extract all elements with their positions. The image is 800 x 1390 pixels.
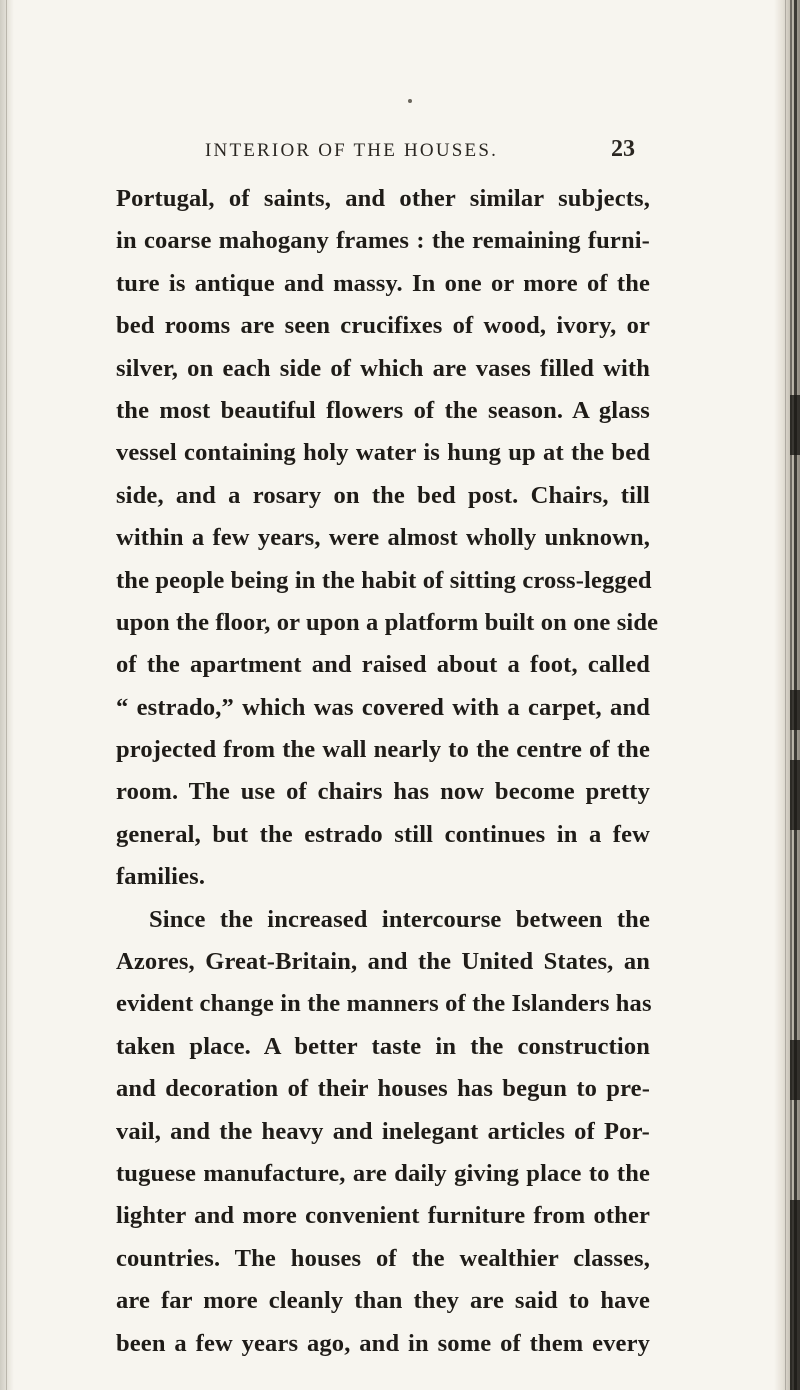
text-line: lighter and more convenient furniture from other (116, 1202, 650, 1230)
text-line: of the apartment and raised about a foot, called (116, 651, 650, 679)
text-line: been a few years ago, and in some of them every (116, 1329, 650, 1357)
text-line: side, and a rosary on the bed post. Chairs, till (116, 481, 650, 509)
text-line: countries. The houses of the wealthier classes, (116, 1244, 650, 1272)
running-head (205, 138, 635, 166)
text-line: upon the floor, or upon a platform built on one side (116, 608, 659, 636)
body-text (116, 178, 659, 1365)
text-line-paragraph-end: families. (116, 863, 206, 891)
text-line: within a few years, were almost wholly unknown, (116, 524, 650, 552)
left-page-edge (0, 0, 14, 1390)
text-line: vail, and the heavy and inelegant articles of Por- (116, 1117, 650, 1145)
page-number: 23 (611, 136, 635, 162)
text-line: taken place. A better taste in the construction (116, 1032, 650, 1060)
text-line: in coarse mahogany frames : the remaining furni- (116, 227, 650, 255)
binding-shadow (790, 395, 800, 455)
text-line: the people being in the habit of sitting cross-legged (116, 566, 652, 594)
running-head-title: INTERIOR OF THE HOUSES. (205, 140, 499, 161)
binding-shadow (790, 760, 800, 830)
text-line: and decoration of their houses has begun to pre- (116, 1075, 650, 1103)
left-edge-line (6, 0, 7, 1390)
text-line: Azores, Great-Britain, and the United States, an (116, 948, 650, 976)
text-line: ture is antique and massy. In one or more of the (116, 269, 650, 297)
text-line: silver, on each side of which are vases filled with (116, 354, 650, 382)
text-line: are far more cleanly than they are said to have (116, 1287, 650, 1315)
text-line: “ estrado,” which was covered with a carpet, and (116, 693, 650, 721)
text-line: bed rooms are seen crucifixes of wood, ivory, or (116, 312, 650, 340)
text-line: vessel containing holy water is hung up at the bed (116, 439, 650, 467)
text-line: Portugal, of saints, and other similar subjects, (116, 185, 650, 212)
binding-shadow (790, 1200, 800, 1390)
text-line: the most beautiful flowers of the season. A glass (116, 396, 650, 424)
text-line: tuguese manufacture, are daily giving place to the (116, 1159, 650, 1187)
text-line: room. The use of chairs has now become pretty (116, 778, 650, 806)
text-line: evident change in the manners of the Islanders has (116, 990, 652, 1018)
text-line-paragraph-start: Since the increased intercourse between the (149, 905, 650, 933)
binding-shadow (790, 1040, 800, 1100)
text-line: projected from the wall nearly to the centre of the (116, 736, 650, 764)
binding-shadow (790, 690, 800, 730)
ink-dot (408, 99, 412, 103)
binding-stripe (785, 0, 786, 1390)
text-line: general, but the estrado still continues in a few (116, 820, 650, 848)
